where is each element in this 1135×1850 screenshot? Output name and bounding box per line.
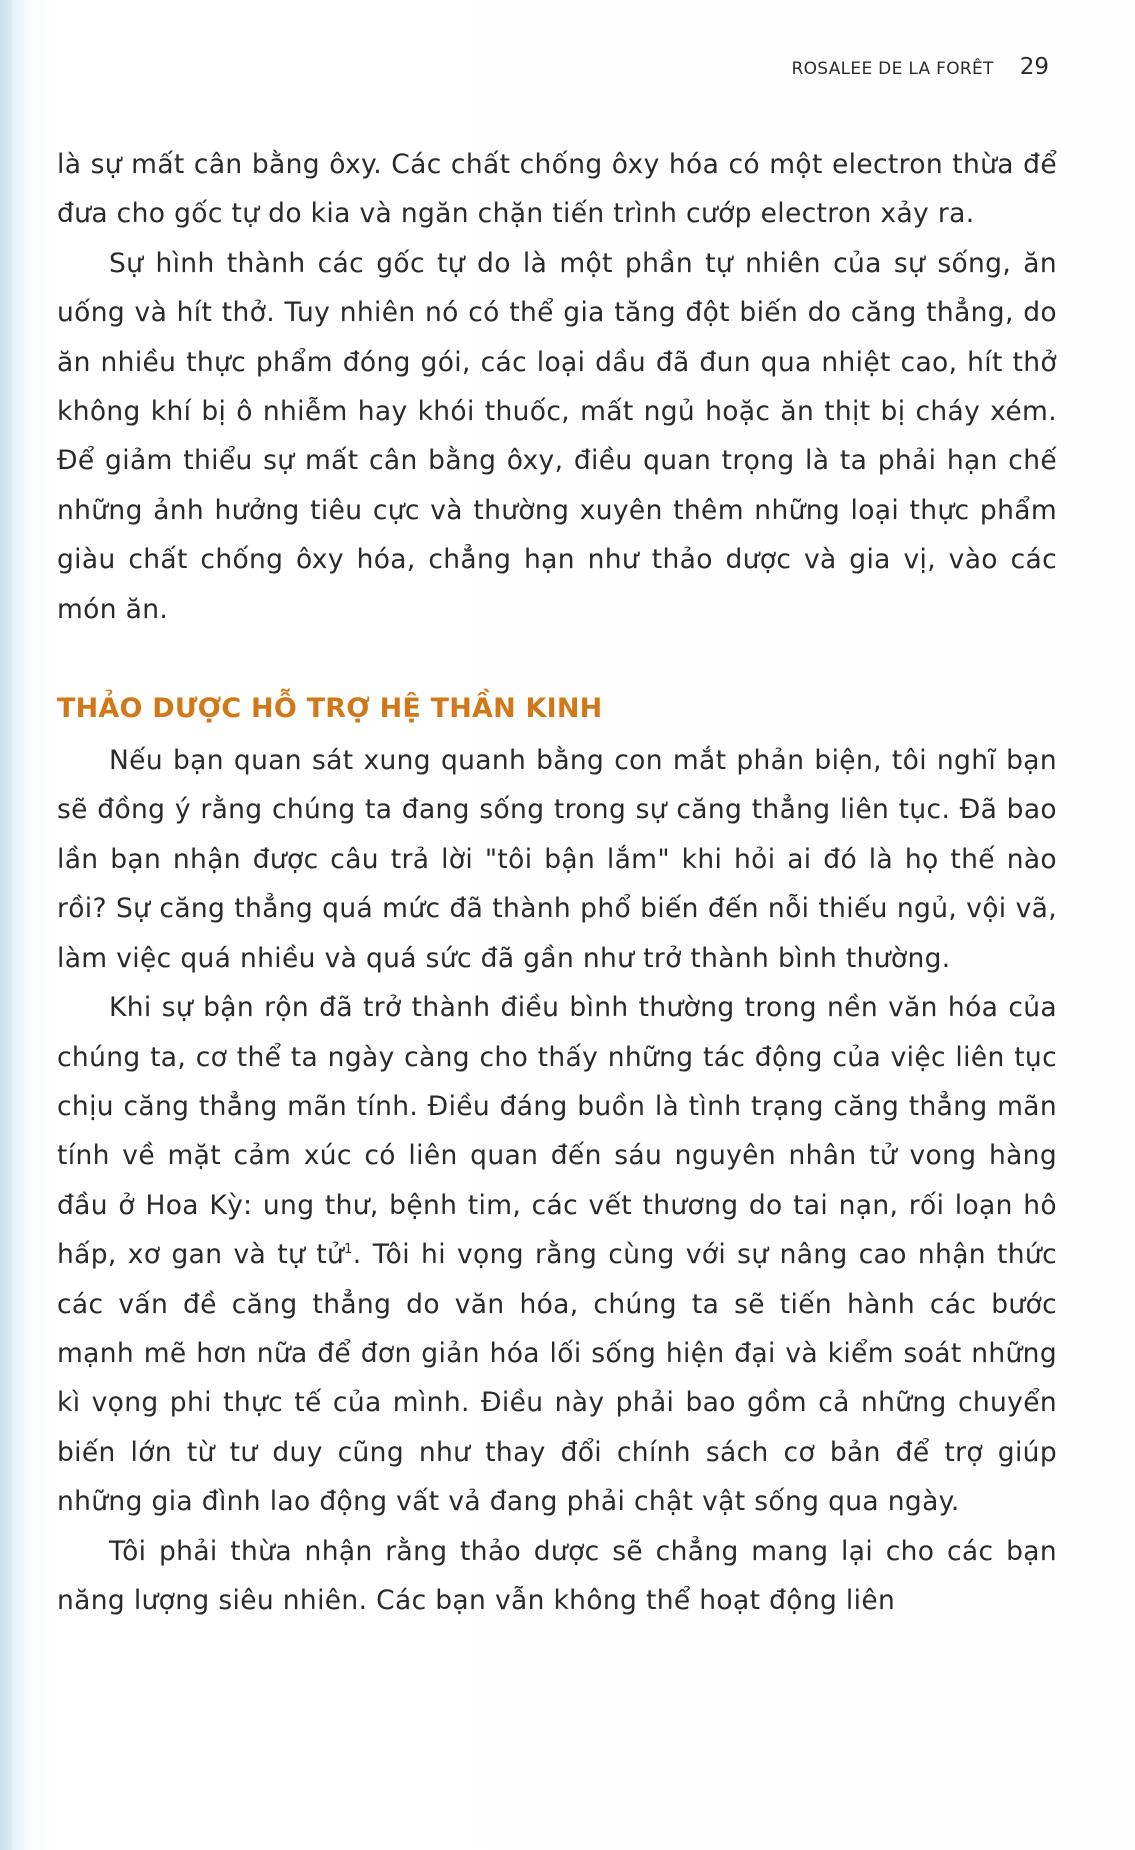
running-header [792, 54, 1050, 80]
running-head-author: ROSALEE DE LA FORÊT [791, 59, 994, 79]
page-number: 29 [1019, 54, 1049, 80]
paragraph-chronic-stress-part2: . Tôi hi vọng rằng cùng với sự nâng cao nhận thức các vấn đề căng thẳng do văn hóa, chúng ta sẽ tiến hành các bước mạnh mẽ hơn nữa để đơn giản hóa lối sống hiện đại và kiểm soát những kì vọng phi thực tế của mình. Điều này phải bao gồm cả những chuyển biến lớn từ tư duy cũng như thay đổi chính sách cơ bản để trợ giúp những gia đình lao động vất vả đang phải chật vật sống qua ngày. [57, 1239, 1057, 1518]
paragraph-herbs-energy: Tôi phải thừa nhận rằng thảo dược sẽ chẳng mang lại cho các bạn năng lượng siêu nhiên. Các bạn vẫn không thể hoạt động liên [57, 1535, 1057, 1616]
paragraph-continuation: là sự mất cân bằng ôxy. Các chất chống ôxy hóa có một electron thừa để đưa cho gốc tự do kia và ngăn chặn tiến trình cướp electron xảy ra. [57, 149, 1057, 230]
paragraph-chronic-stress [57, 983, 1057, 1526]
paragraph-stress-intro: Nếu bạn quan sát xung quanh bằng con mắt phản biện, tôi nghĩ bạn sẽ đồng ý rằng chúng ta đang sống trong sự căng thẳng liên tục. Đã bao lần bạn nhận được câu trả lời "tôi bận lắm" khi hỏi ai đó là họ thế nào rồi? Sự căng thẳng quá mức đã thành phổ biến đến nỗi thiếu ngủ, vội vã, làm việc quá nhiều và quá sức đã gần như trở thành bình thường. [57, 745, 1057, 974]
section-heading: THẢO DƯỢC HỖ TRỢ HỆ THẦN KINH [57, 693, 603, 725]
paragraph-chronic-stress-part1: Khi sự bận rộn đã trở thành điều bình thường trong nền văn hóa của chúng ta, cơ thể ta ngày càng cho thấy những tác động của việc liên tục chịu căng thẳng mãn tính. Điều đáng buồn là tình trạng căng thẳng mãn tính về mặt cảm xúc có liên quan đến sáu nguyên nhân tử vong hàng đầu ở Hoa Kỳ: ung thư, bệnh tim, các vết thương do tai nạn, rối loạn hô hấp, xơ gan và tự tử [57, 992, 1057, 1271]
footnote-marker: 1 [344, 1242, 353, 1258]
paragraph-free-radicals: Sự hình thành các gốc tự do là một phần tự nhiên của sự sống, ăn uống và hít thở. Tuy nhiên nó có thể gia tăng đột biến do căng thẳng, do ăn nhiều thực phẩm đóng gói, các loại dầu đã đun qua nhiệt cao, hít thở không khí bị ô nhiễm hay khói thuốc, mất ngủ hoặc ăn thịt bị cháy xém. Để giảm thiểu sự mất cân bằng ôxy, điều quan trọng là ta phải hạn chế những ảnh hưởng tiêu cực và thường xuyên thêm những loại thực phẩm giàu chất chống ôxy hóa, chẳng hạn như thảo dược và gia vị, vào các món ăn. [57, 247, 1057, 625]
body-text [57, 140, 1057, 1625]
page-spine-shadow [0, 0, 12, 1850]
